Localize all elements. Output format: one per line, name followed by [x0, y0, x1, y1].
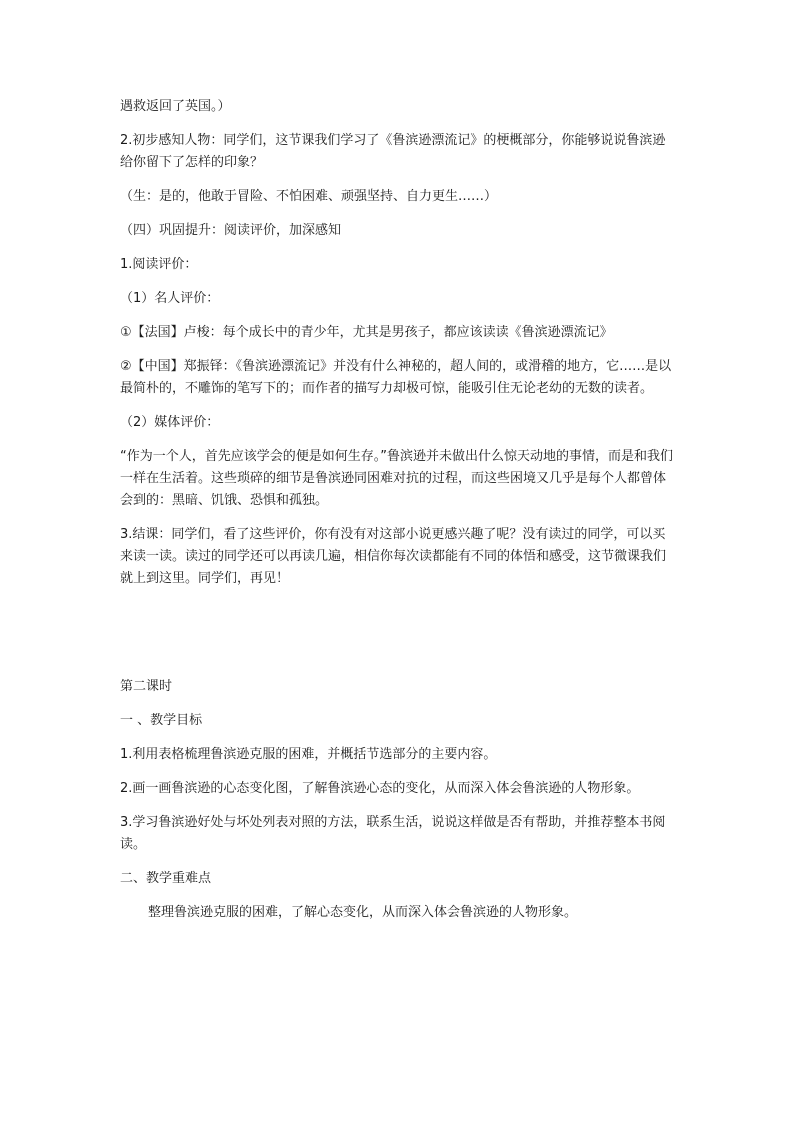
- second-lesson-heading: 第二课时: [120, 679, 173, 694]
- reading-evaluation-label: 1.阅读评价：: [120, 257, 198, 272]
- quote-zheng-zhenduo: ②【中国】郑振铎：《鲁滨逊漂流记》并没有什么神秘的，超人间的，或滑稽的地方，它……是以最简朴的，不雕饰的笔写下的；而作者的描写力却极可惊，能吸引住无论老幼的无数的读者。: [120, 359, 672, 396]
- paragraph-character-impression: 2.初步感知人物：同学们，这节课我们学习了《鲁滨逊漂流记》的梗概部分，你能够说说鲁滨逊给你留下了怎样的印象？: [120, 133, 666, 170]
- objective-item: 2.画一画鲁滨逊的心态变化图，了解鲁滨逊心态的变化，从而深入体会鲁滨逊的人物形象。: [120, 781, 640, 796]
- key-points-heading: 二、教学重难点: [120, 871, 212, 886]
- objective-item: 1.利用表格梳理鲁滨逊克服的困难，并概括节选部分的主要内容。: [120, 747, 497, 762]
- media-evaluation-text: “作为一个人，首先应该学会的便是如何生存。”鲁滨逊并未做出什么惊天动地的事情，而是和我们一样在生活着。这些琐碎的细节是鲁滨逊同困难对抗的过程，而这些困境又几乎是每个人都曾体会到的：黑暗、饥饿、恐惧和孤独。: [120, 449, 673, 508]
- document-page: [120, 96, 676, 924]
- key-points-text: 整理鲁滨逊克服的困难，了解心态变化，从而深入体会鲁滨逊的人物形象。: [148, 905, 578, 920]
- paragraph-rescue-ending: 遇救返回了英国。）: [120, 99, 231, 114]
- quote-rousseau: ①【法国】卢梭：每个成长中的青少年，尤其是男孩子，都应该读读《鲁滨逊漂流记》: [120, 325, 613, 340]
- media-evaluation-label: （2）媒体评价：: [120, 415, 220, 430]
- teaching-objectives-heading: 一 、教学目标: [120, 713, 203, 728]
- paragraph-student-answer: （生：是的，他敢于冒险、不怕困难、顽强坚持、自力更生……）: [120, 189, 498, 204]
- objective-item: 3.学习鲁滨逊好处与坏处列表对照的方法，联系生活，说说这样做是否有帮助，并推荐整本书阅读。: [120, 815, 666, 852]
- section-consolidation-heading: （四）巩固提升：阅读评价，加深感知: [120, 223, 342, 238]
- paragraph-conclusion: 3.结课：同学们，看了这些评价，你有没有对这部小说更感兴趣了呢？没有读过的同学，可以买来读一读。读过的同学还可以再读几遍，相信你每次读都能有不同的体悟和感受，这节微课我们就上到这里。同学们，再见！: [120, 527, 667, 586]
- celebrity-evaluation-label: （1）名人评价：: [120, 291, 220, 306]
